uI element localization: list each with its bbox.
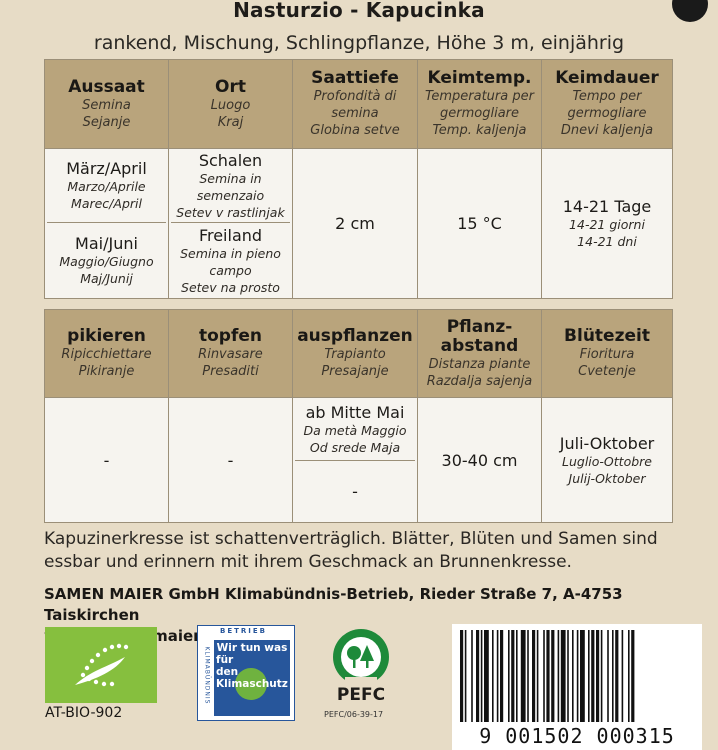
product-subtitle: rankend, Mischung, Schlingpflanze, Höhe 3 m, einjährig xyxy=(93,32,625,54)
header-ort: Ort Luogo Kraj xyxy=(169,60,293,149)
cell-bluetezeit: Juli-Oktober Luglio-Ottobre Julij-Oktober xyxy=(542,398,673,523)
place-option-1: Schalen Semina in semenzaio Setev v rastlinjak xyxy=(171,149,290,223)
cell-ort xyxy=(169,149,293,299)
header-keimtemp: Keimtemp. Temperatura per germogliare Temp. kaljenja xyxy=(418,60,542,149)
barcode xyxy=(452,624,702,750)
cell-keimdauer: 14-21 Tage 14-21 giorni 14-21 dni xyxy=(542,149,673,299)
sowing-table xyxy=(44,59,673,299)
cell-topfen: - xyxy=(169,398,293,523)
cell-pflanzabstand: 30-40 cm xyxy=(418,398,542,523)
klima-line-2: für xyxy=(216,654,234,666)
sowing-table-header xyxy=(45,60,673,149)
klima-line-1: Wir tun was xyxy=(216,642,288,654)
header-auspflanzen: auspflanzen Trapianto Presajanje xyxy=(293,310,418,398)
header-pflanzabstand: Pflanz- abstand Distanza piante Razdalja sajenja xyxy=(418,310,542,398)
cell-saattiefe: 2 cm xyxy=(293,149,418,299)
pefc-code: PEFC/06-39-17 xyxy=(324,710,384,719)
klimabuendnis-logo-icon xyxy=(197,625,295,721)
klima-top-label: BETRIEB xyxy=(220,627,268,635)
pefc-label: PEFC xyxy=(336,685,386,705)
planting-table xyxy=(44,309,673,523)
klima-side-label: KLIMABÜNDNIS xyxy=(203,646,211,705)
info-text: Kapuzinerkresse ist schattenverträglich. Blätter, Blüten und Samen sind essbar und erinnern mit ihrem Geschmack an Brunnenkresse. xyxy=(44,529,658,572)
klima-line-3: den xyxy=(216,666,239,678)
cell-auspflanzen xyxy=(293,398,418,523)
barcode-digits: 9 001502 000315 xyxy=(479,724,675,748)
product-title: Nasturzio - Kapucinka xyxy=(233,0,485,22)
header-saattiefe: Saattiefe Profondità di semina Globina setve xyxy=(293,60,418,149)
sowing-period-2: Mai/Juni Maggio/Giugno Maj/Junij xyxy=(59,234,154,286)
place-option-2: Freiland Semina in pieno campo Setev na prosto xyxy=(180,225,281,295)
header-pikieren: pikieren Ripicchiettare Pikiranje xyxy=(45,310,169,398)
header-keimdauer: Keimdauer Tempo per germogliare Dnevi kaljenja xyxy=(542,60,673,149)
cell-keimtemp: 15 °C xyxy=(418,149,542,299)
barcode-bars-icon xyxy=(452,624,702,724)
plantout-option-1: ab Mitte Mai Da metà Maggio Od srede Maja xyxy=(295,398,415,461)
header-aussaat: Aussaat Semina Sejanje xyxy=(45,60,169,149)
sowing-table-row xyxy=(45,149,673,299)
sowing-period-1: März/April Marzo/Aprile Marec/April xyxy=(47,149,166,223)
header-topfen: topfen Rinvasare Presaditi xyxy=(169,310,293,398)
klima-line-4: Klimaschutz xyxy=(216,678,288,690)
cell-pikieren: - xyxy=(45,398,169,523)
plantout-option-2: - xyxy=(352,482,358,501)
eu-control-code: AT-BIO-902 xyxy=(45,705,123,721)
cell-aussaat xyxy=(45,149,169,299)
planting-table-row xyxy=(45,398,673,523)
pefc-logo-icon xyxy=(327,627,395,711)
eu-organic-logo-icon xyxy=(45,627,157,703)
planting-table-header xyxy=(45,310,673,398)
header-bluetezeit: Blütezeit Fioritura Cvetenje xyxy=(542,310,673,398)
company-address: SAMEN MAIER GmbH Klimabündnis-Betrieb, Rieder Straße 7, A-4753 Taiskirchen xyxy=(44,585,623,624)
